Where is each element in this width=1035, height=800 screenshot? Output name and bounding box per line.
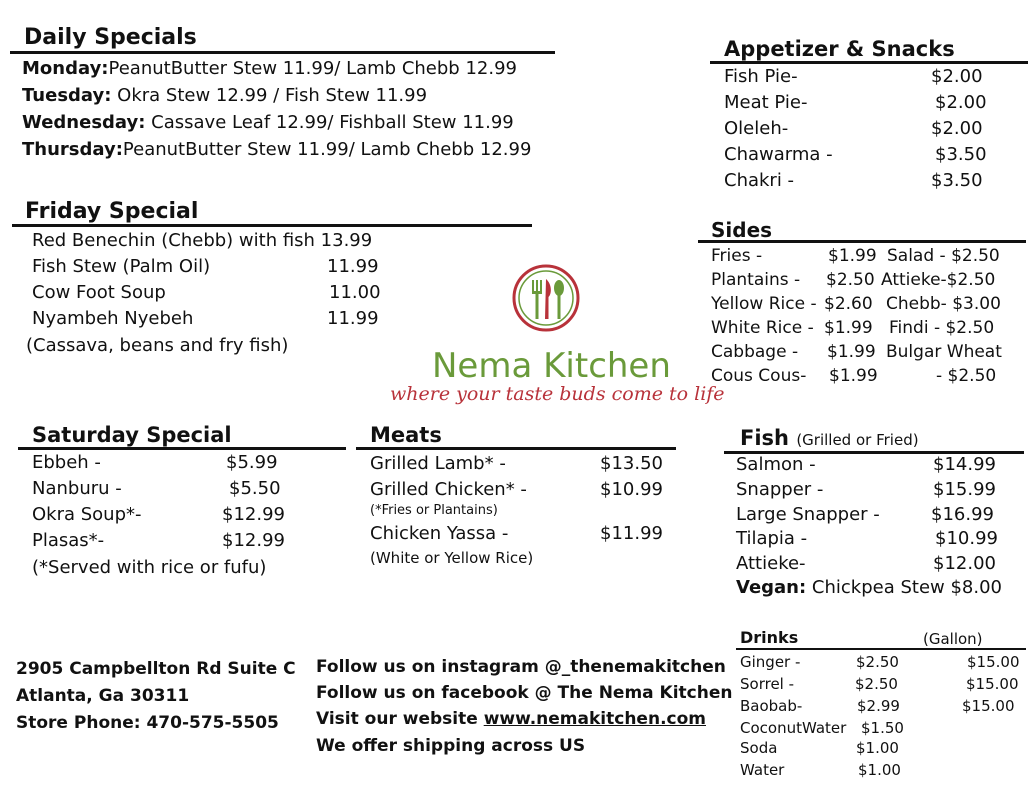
- knife-icon: [545, 279, 551, 319]
- item-price: $10.99: [600, 479, 663, 500]
- appetizer-row: [724, 92, 987, 114]
- drink-name: Sorrel -: [740, 675, 795, 693]
- drinks-gallon-header: (Gallon): [923, 630, 983, 648]
- saturday-row: [32, 452, 278, 474]
- side-name: Fries -: [711, 246, 763, 266]
- item-name: Red Benechin (Chebb) with fish 13.99: [32, 230, 373, 251]
- item-name: Grilled Chicken* -: [370, 479, 527, 500]
- sides-title: Sides: [711, 218, 773, 242]
- drink-gallon-price: $15.00: [966, 675, 1019, 693]
- side-item-b: Findi - $2.50: [889, 318, 995, 338]
- item-price: $10.99: [935, 528, 998, 549]
- item-price: 11.99: [327, 308, 379, 329]
- item-name: Large Snapper -: [736, 504, 880, 525]
- saturday-special-section: [32, 423, 352, 583]
- daily-row-tuesday: [22, 85, 427, 107]
- friday-row: [32, 282, 381, 304]
- side-item-b: Chebb- $3.00: [886, 294, 1001, 314]
- drink-name: Soda: [740, 739, 778, 757]
- store-phone: Store Phone: 470-575-5505: [16, 713, 279, 733]
- drink-name: Baobab-: [740, 697, 803, 715]
- daily-row-monday: [22, 58, 517, 80]
- meats-rule: [356, 447, 676, 450]
- fish-subtitle: (Grilled or Fried): [796, 431, 919, 449]
- appetizer-row: [724, 66, 983, 88]
- drinks-row: [740, 717, 904, 739]
- item-name: Salmon -: [736, 454, 816, 475]
- daily-row-wednesday: [22, 112, 514, 134]
- drink-price: $1.50: [861, 719, 904, 737]
- drink-gallon-price: $15.00: [962, 697, 1015, 715]
- drinks-row: [740, 695, 1015, 717]
- drinks-row: [740, 737, 899, 759]
- friday-row: [32, 230, 372, 252]
- drink-name: Ginger -: [740, 653, 801, 671]
- vegan-row: [736, 577, 1002, 599]
- item-name: Chakri -: [724, 170, 795, 191]
- item-price: $12.99: [222, 530, 285, 551]
- sides-rule: [698, 240, 1026, 243]
- appetizer-row: [724, 170, 983, 192]
- side-price: $2.50: [826, 270, 875, 290]
- item-name: Chicken Yassa -: [370, 523, 509, 544]
- friday-row: [32, 308, 379, 330]
- drinks-section: [740, 628, 1030, 778]
- side-item-b: Attieke-$2.50: [881, 270, 996, 290]
- meats-note: (White or Yellow Rice): [370, 549, 534, 567]
- item-name: Snapper -: [736, 479, 824, 500]
- daily-specials-title: Daily Specials: [24, 25, 197, 50]
- fish-row: [736, 553, 996, 575]
- item-price: $2.00: [935, 92, 987, 113]
- saturday-special-rule: [18, 447, 346, 450]
- item-name: Nanburu -: [32, 478, 122, 499]
- friday-row: [32, 256, 379, 278]
- day-dishes: Cassave Leaf 12.99/ Fishball Stew 11.99: [145, 112, 514, 133]
- appetizers-title: Appetizer & Snacks: [724, 37, 955, 61]
- item-name: Fish Pie-: [724, 66, 798, 87]
- drink-gallon-price: $15.00: [967, 653, 1020, 671]
- drink-name: CoconutWater: [740, 719, 847, 737]
- appetizer-row: [724, 144, 987, 166]
- meats-note: (*Fries or Plantains): [370, 503, 498, 518]
- side-price: $1.99: [828, 246, 877, 266]
- drink-price: $1.00: [856, 739, 899, 757]
- sides-row: [711, 269, 996, 291]
- side-name: Plantains -: [711, 270, 801, 290]
- day-label: Thursday:: [22, 139, 123, 160]
- side-item-b: Salad - $2.50: [887, 246, 1000, 266]
- side-item-b: Bulgar Wheat: [886, 342, 1002, 362]
- day-label: Monday:: [22, 58, 109, 79]
- item-price: $13.50: [600, 453, 663, 474]
- brand-name: Nema Kitchen: [432, 346, 671, 386]
- day-label: Wednesday:: [22, 112, 146, 133]
- fish-section: [736, 426, 1030, 606]
- facebook-text: Follow us on facebook @ The Nema Kitchen: [316, 683, 733, 703]
- item-price: $15.99: [933, 479, 996, 500]
- item-price: $16.99: [931, 504, 994, 525]
- item-name: Okra Soup*-: [32, 504, 142, 525]
- website-link[interactable]: www.nemakitchen.com: [483, 709, 706, 729]
- item-price: $3.50: [935, 144, 987, 165]
- address-city: Atlanta, Ga 30311: [16, 686, 190, 706]
- meats-row: [370, 479, 663, 501]
- address-block: [16, 658, 316, 738]
- drink-price: $2.50: [855, 675, 898, 693]
- instagram-text: Follow us on instagram @_thenemakitchen: [316, 657, 726, 677]
- item-price: $2.00: [931, 66, 983, 87]
- side-name: Yellow Rice -: [711, 294, 817, 314]
- meats-title: Meats: [370, 423, 442, 447]
- fish-row: [736, 504, 994, 526]
- item-name: Fish Stew (Palm Oil): [32, 256, 211, 277]
- fish-title: [740, 426, 919, 452]
- item-price: 11.00: [329, 282, 381, 303]
- day-dishes: PeanutButter Stew 11.99/ Lamb Chebb 12.99: [122, 139, 532, 160]
- friday-special-title: Friday Special: [25, 199, 199, 224]
- item-name: Plasas*-: [32, 530, 105, 551]
- item-name: Nyambeh Nyebeh: [32, 308, 194, 329]
- daily-specials-section: [22, 26, 562, 166]
- item-price: $12.99: [222, 504, 285, 525]
- spoon-icon: [554, 280, 564, 319]
- side-item-b: - $2.50: [936, 366, 997, 386]
- sides-row: [711, 365, 997, 387]
- fish-row: [736, 528, 998, 550]
- fish-title-text: Fish: [740, 426, 789, 450]
- saturday-row: [32, 530, 285, 552]
- item-price: $3.50: [931, 170, 983, 191]
- item-price: $2.00: [931, 118, 983, 139]
- side-name: Cous Cous-: [711, 366, 807, 386]
- drink-price: $2.99: [857, 697, 900, 715]
- item-price: $11.99: [600, 523, 663, 544]
- appetizers-section: [724, 37, 1024, 197]
- daily-specials-rule: [10, 51, 555, 54]
- side-price: $1.99: [827, 342, 876, 362]
- meats-section: [370, 423, 680, 573]
- item-name: Meat Pie-: [724, 92, 808, 113]
- side-name: Cabbage -: [711, 342, 799, 362]
- item-name: Attieke-: [736, 553, 806, 574]
- item-name: Grilled Lamb* -: [370, 453, 506, 474]
- item-name: Chawarma -: [724, 144, 833, 165]
- saturday-row: [32, 478, 281, 500]
- social-block: [316, 656, 736, 766]
- saturday-row: [32, 504, 285, 526]
- appetizers-rule: [710, 61, 1028, 64]
- day-dishes: PeanutButter Stew 11.99/ Lamb Chebb 12.99: [108, 58, 517, 79]
- item-price: $14.99: [933, 454, 996, 475]
- item-price: 11.99: [327, 256, 379, 277]
- day-dishes: Okra Stew 12.99 / Fish Stew 11.99: [111, 85, 428, 106]
- daily-row-thursday: [22, 139, 531, 161]
- item-price: $12.00: [933, 553, 996, 574]
- side-name: White Rice -: [711, 318, 814, 338]
- drink-price: $1.00: [858, 761, 901, 779]
- meats-row: [370, 453, 663, 475]
- drinks-row: [740, 759, 901, 781]
- brand-tagline: where your taste buds come to life: [390, 383, 725, 405]
- item-price: $5.50: [229, 478, 281, 499]
- item-price: $5.99: [226, 452, 278, 473]
- sides-row: [711, 317, 995, 339]
- saturday-note: (*Served with rice or fufu): [32, 557, 267, 578]
- item-name: Oleleh-: [724, 118, 789, 139]
- side-price: $1.99: [829, 366, 878, 386]
- website-line: [316, 708, 706, 730]
- drinks-row: [740, 651, 1020, 673]
- fish-row: [736, 454, 996, 476]
- sides-row: [711, 293, 1001, 315]
- day-label: Tuesday:: [22, 85, 112, 106]
- address-street: 2905 Campbellton Rd Suite C: [16, 659, 296, 679]
- appetizer-row: [724, 118, 983, 140]
- shipping-text: We offer shipping across US: [316, 736, 586, 756]
- drinks-title: Drinks: [740, 628, 799, 647]
- saturday-special-title: Saturday Special: [32, 423, 232, 447]
- fish-row: [736, 479, 996, 501]
- friday-special-rule: [12, 224, 532, 227]
- friday-special-section: [25, 200, 535, 360]
- sides-row: [711, 341, 1002, 363]
- sides-row: [711, 245, 1000, 267]
- drink-name: Water: [740, 761, 785, 779]
- fork-icon: [532, 280, 542, 319]
- item-name: Ebbeh -: [32, 452, 101, 473]
- drink-price: $2.50: [856, 653, 899, 671]
- item-name: Cow Foot Soup: [32, 282, 166, 303]
- side-price: $2.60: [824, 294, 873, 314]
- item-name: Tilapia -: [736, 528, 808, 549]
- website-prefix: Visit our website: [316, 709, 484, 729]
- nema-kitchen-logo: [510, 262, 582, 334]
- drinks-rule: [736, 648, 1026, 650]
- sides-section: [711, 218, 1029, 393]
- vegan-label: Vegan:: [736, 577, 807, 598]
- side-price: $1.99: [824, 318, 873, 338]
- meats-row: [370, 523, 663, 545]
- drinks-row: [740, 673, 1019, 695]
- vegan-item: Chickpea Stew $8.00: [806, 577, 1003, 598]
- friday-note: (Cassava, beans and fry fish): [26, 335, 289, 356]
